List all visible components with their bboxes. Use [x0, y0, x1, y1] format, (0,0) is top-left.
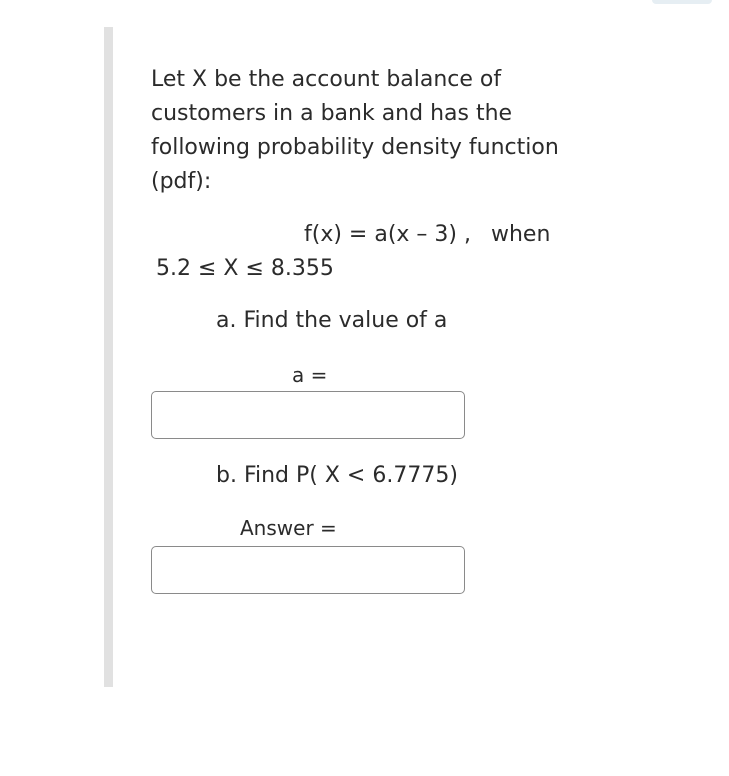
intro-line-1: Let X be the account balance of: [151, 67, 502, 92]
top-accent-decoration: [652, 0, 712, 4]
question-intro: [151, 63, 601, 199]
intro-line-4: (pdf):: [151, 169, 212, 194]
part-b-answer-input[interactable]: [151, 546, 465, 594]
question-left-border: [104, 27, 113, 687]
part-a-answer-input[interactable]: [151, 391, 465, 439]
pdf-formula: [304, 218, 550, 252]
intro-line-2: customers in a bank and has the: [151, 101, 513, 126]
part-a-prompt: a. Find the value of a: [216, 308, 448, 333]
part-b-prompt: b. Find P( X < 6.7775): [216, 463, 458, 488]
intro-line-3: following probability density function: [151, 135, 559, 160]
part-b-label: Answer =: [240, 516, 337, 540]
formula-text: f(x) = a(x – 3) ,: [304, 222, 471, 247]
formula-when: when: [491, 222, 551, 247]
pdf-range: 5.2 ≤ X ≤ 8.355: [156, 256, 334, 281]
part-a-label: a =: [292, 363, 328, 387]
